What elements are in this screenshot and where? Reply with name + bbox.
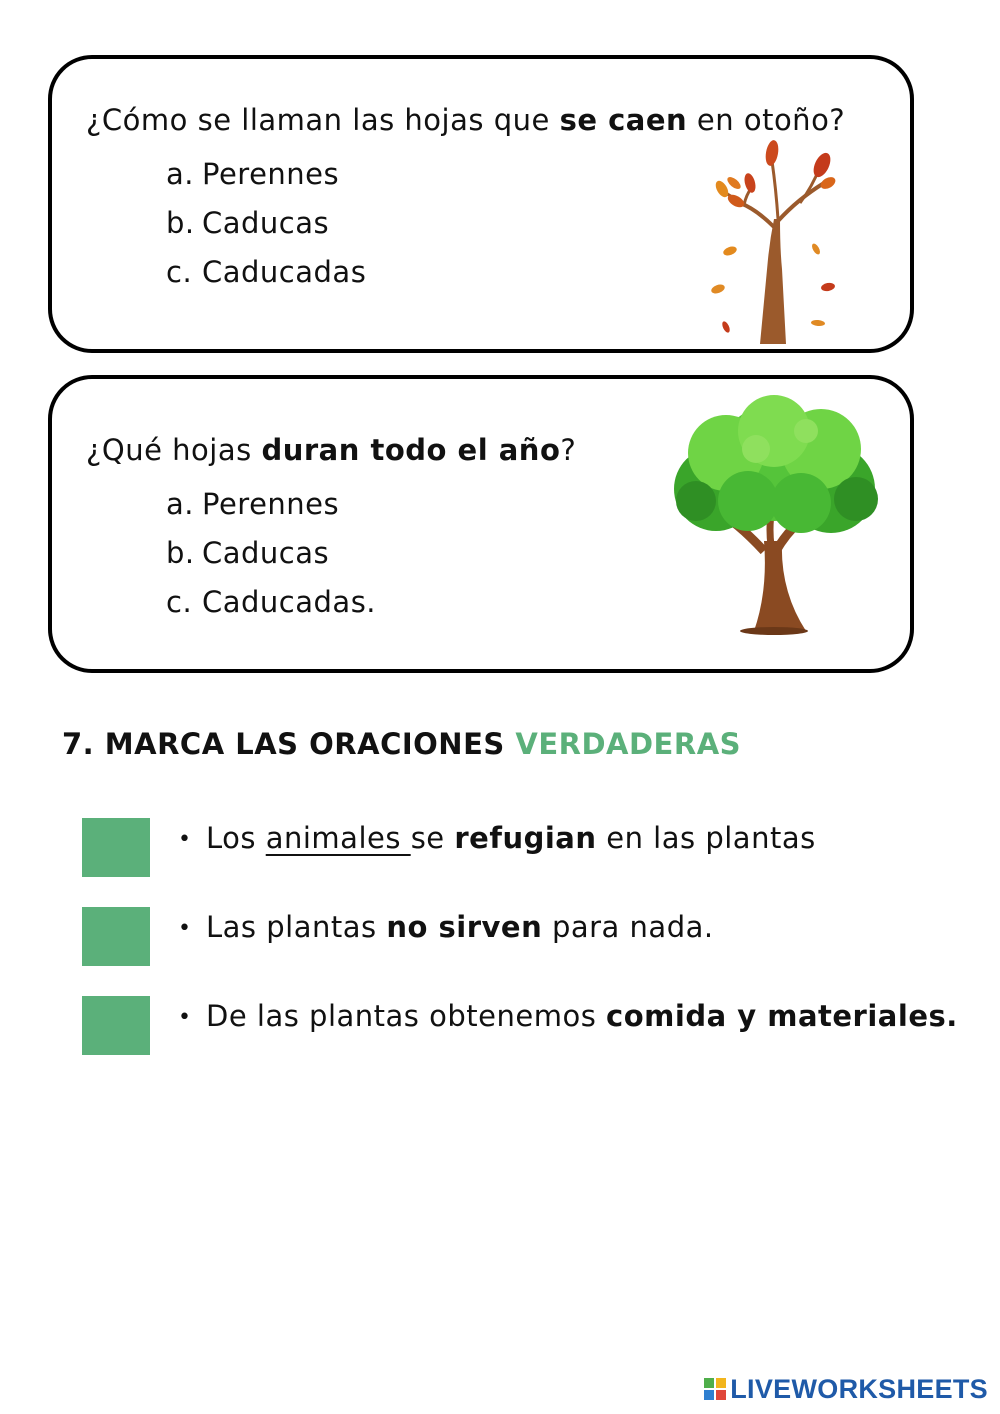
option-b[interactable]: b. Caducas: [166, 206, 330, 240]
option-a[interactable]: a. Perennes: [166, 157, 340, 191]
green-tree-icon: [656, 391, 891, 636]
statement-text: • De las plantas obtenemos comida y materiales.: [178, 996, 958, 1055]
option-a[interactable]: a. Perennes: [166, 487, 340, 521]
bullet-icon: •: [178, 827, 192, 852]
bullet-icon: •: [178, 1005, 192, 1030]
statement-row: [82, 818, 982, 878]
liveworksheets-logo-icon: [704, 1378, 726, 1400]
statement-text: • Los animales se refugian en las plantas: [178, 818, 816, 877]
true-checkbox[interactable]: [82, 818, 150, 877]
autumn-tree-icon: [700, 139, 850, 349]
brand-name: LIVEWORKSHEETS: [730, 1373, 988, 1404]
option-b[interactable]: b. Caducas: [166, 536, 330, 570]
section-title-accent: VERDADERAS: [515, 727, 742, 761]
statement-text: • Las plantas no sirven para nada.: [178, 907, 714, 966]
question-card-2: [48, 375, 914, 673]
question-card-1: [48, 55, 914, 353]
true-checkbox[interactable]: [82, 907, 150, 966]
question-2-options: [166, 484, 376, 631]
section-title: 7. MARCA LAS ORACIONES VERDADERAS: [62, 727, 742, 761]
true-checkbox[interactable]: [82, 996, 150, 1055]
statement-row: [82, 996, 982, 1056]
question-1-options: [166, 154, 366, 301]
question-2-text: ¿Qué hojas duran todo el año?: [86, 433, 577, 467]
statement-row: [82, 907, 982, 967]
bullet-icon: •: [178, 916, 192, 941]
option-c[interactable]: c. Caducadas: [166, 255, 367, 289]
option-c[interactable]: c. Caducadas.: [166, 585, 377, 619]
question-1-text: ¿Cómo se llaman las hojas que se caen en otoño?: [86, 103, 846, 137]
brand-footer[interactable]: [704, 1372, 988, 1406]
